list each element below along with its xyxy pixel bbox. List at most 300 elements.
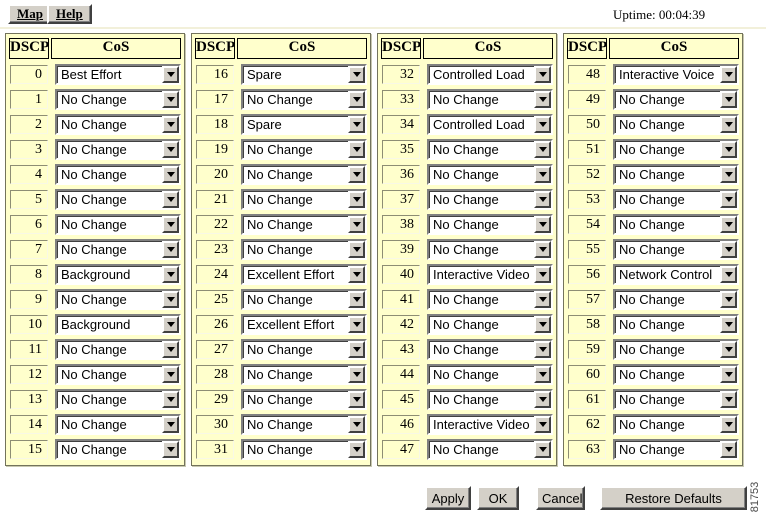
cos-select-value: Controlled Load: [433, 117, 525, 132]
chevron-down-icon: [539, 172, 547, 177]
dscp-value-cell: 54: [568, 215, 606, 234]
dscp-value-cell: 61: [568, 390, 606, 409]
cos-select[interactable]: [55, 89, 181, 110]
cos-select-value: No Change: [247, 217, 313, 232]
cos-select[interactable]: [241, 414, 367, 435]
cos-select-value: No Change: [61, 192, 127, 207]
cancel-button[interactable]: Cancel: [536, 486, 585, 510]
combo-arrow-button[interactable]: [720, 66, 737, 83]
table-row: [195, 62, 367, 87]
chevron-down-icon: [353, 122, 361, 127]
table-row: [195, 362, 367, 387]
table-row: [567, 412, 739, 437]
map-button[interactable]: Map: [8, 4, 52, 24]
combo-arrow-button[interactable]: [720, 341, 737, 358]
cos-select[interactable]: [613, 64, 739, 85]
cos-select[interactable]: [613, 89, 739, 110]
dscp-value-cell: 21: [196, 190, 234, 209]
cos-select[interactable]: [241, 139, 367, 160]
table-row: [195, 337, 367, 362]
cos-select[interactable]: [55, 189, 181, 210]
cos-select[interactable]: [55, 114, 181, 135]
chevron-down-icon: [725, 397, 733, 402]
combo-arrow-button[interactable]: [162, 291, 179, 308]
combo-arrow-button[interactable]: [534, 91, 551, 108]
dscp-value-cell: 38: [382, 215, 420, 234]
chevron-down-icon: [167, 397, 175, 402]
cos-select[interactable]: [241, 214, 367, 235]
cos-select-value: Best Effort: [61, 67, 122, 82]
combo-arrow-button[interactable]: [162, 266, 179, 283]
cos-select[interactable]: [241, 339, 367, 360]
combo-arrow-button[interactable]: [348, 66, 365, 83]
dscp-value-cell: 27: [196, 340, 234, 359]
cos-select-value: No Change: [247, 292, 313, 307]
cos-select[interactable]: [241, 114, 367, 135]
combo-arrow-button[interactable]: [162, 91, 179, 108]
cos-select[interactable]: [613, 364, 739, 385]
cos-select[interactable]: [241, 389, 367, 410]
cos-select[interactable]: [55, 289, 181, 310]
cos-select[interactable]: [427, 389, 553, 410]
combo-arrow-button[interactable]: [720, 216, 737, 233]
cos-select-value: No Change: [247, 92, 313, 107]
table-header-row: [9, 38, 181, 59]
table-row: [9, 162, 181, 187]
cos-select-value: No Change: [61, 167, 127, 182]
table-row: [381, 187, 553, 212]
dscp-value-cell: 50: [568, 115, 606, 134]
cos-select[interactable]: [427, 64, 553, 85]
cos-select[interactable]: [241, 189, 367, 210]
cos-select[interactable]: [613, 414, 739, 435]
combo-arrow-button[interactable]: [720, 366, 737, 383]
chevron-down-icon: [725, 272, 733, 277]
cos-select-value: No Change: [619, 367, 685, 382]
table-row: [567, 162, 739, 187]
combo-arrow-button[interactable]: [534, 366, 551, 383]
combo-arrow-button[interactable]: [162, 341, 179, 358]
combo-arrow-button[interactable]: [162, 366, 179, 383]
cos-select-value: No Change: [61, 242, 127, 257]
cos-select-value: No Change: [247, 142, 313, 157]
combo-arrow-button[interactable]: [162, 391, 179, 408]
combo-arrow-button[interactable]: [534, 191, 551, 208]
table-row: [381, 287, 553, 312]
cos-select[interactable]: [241, 239, 367, 260]
cos-select[interactable]: [613, 164, 739, 185]
figure-number: 81753: [749, 481, 761, 513]
chevron-down-icon: [353, 447, 361, 452]
cos-select-value: No Change: [61, 367, 127, 382]
cos-select-value: No Change: [619, 117, 685, 132]
cos-select[interactable]: [427, 189, 553, 210]
cos-select-value: No Change: [619, 192, 685, 207]
cos-column-header: CoS: [51, 38, 181, 59]
combo-arrow-button[interactable]: [720, 166, 737, 183]
cos-select[interactable]: [241, 64, 367, 85]
chevron-down-icon: [539, 322, 547, 327]
cos-select-value: Spare: [247, 117, 282, 132]
table-row: [9, 212, 181, 237]
combo-arrow-button[interactable]: [162, 416, 179, 433]
uptime-label: Uptime: 00:04:39: [613, 7, 706, 22]
cos-select-value: No Change: [61, 142, 127, 157]
cos-select[interactable]: [427, 364, 553, 385]
dscp-value-cell: 40: [382, 265, 420, 284]
combo-arrow-button[interactable]: [720, 441, 737, 458]
table-row: [381, 262, 553, 287]
chevron-down-icon: [167, 172, 175, 177]
chevron-down-icon: [725, 422, 733, 427]
dscp-value-cell: 25: [196, 290, 234, 309]
chevron-down-icon: [539, 372, 547, 377]
table-row: [195, 162, 367, 187]
table-row: [567, 112, 739, 137]
table-row: [9, 137, 181, 162]
combo-arrow-button[interactable]: [348, 216, 365, 233]
dscp-value-cell: 48: [568, 65, 606, 84]
cos-select[interactable]: [427, 164, 553, 185]
cos-column-header: CoS: [423, 38, 553, 59]
chevron-down-icon: [725, 447, 733, 452]
combo-arrow-button[interactable]: [534, 291, 551, 308]
chevron-down-icon: [353, 222, 361, 227]
chevron-down-icon: [539, 247, 547, 252]
dscp-value-cell: 35: [382, 140, 420, 159]
table-row: [195, 262, 367, 287]
apply-button[interactable]: Apply: [425, 486, 471, 510]
top-divider: [0, 27, 766, 29]
cos-select-value: No Change: [619, 167, 685, 182]
cos-select[interactable]: [55, 364, 181, 385]
table-row: [567, 237, 739, 262]
chevron-down-icon: [539, 72, 547, 77]
chevron-down-icon: [353, 347, 361, 352]
dscp-value-cell: 34: [382, 115, 420, 134]
cos-select[interactable]: [613, 289, 739, 310]
dscp-cos-table: [5, 33, 185, 466]
chevron-down-icon: [539, 97, 547, 102]
cos-select[interactable]: [613, 139, 739, 160]
dscp-value-cell: 42: [382, 315, 420, 334]
combo-arrow-button[interactable]: [348, 366, 365, 383]
cos-select[interactable]: [55, 339, 181, 360]
dscp-value-cell: 14: [10, 415, 48, 434]
chevron-down-icon: [725, 72, 733, 77]
combo-arrow-button[interactable]: [534, 316, 551, 333]
chevron-down-icon: [353, 297, 361, 302]
combo-arrow-button[interactable]: [534, 266, 551, 283]
restore-defaults-button[interactable]: Restore Defaults: [600, 486, 747, 510]
chevron-down-icon: [725, 247, 733, 252]
dscp-column-header: DSCP: [381, 38, 421, 59]
dscp-value-cell: 37: [382, 190, 420, 209]
dscp-value-cell: 4: [10, 165, 48, 184]
cos-select-value: No Change: [61, 117, 127, 132]
cos-select[interactable]: [241, 89, 367, 110]
combo-arrow-button[interactable]: [162, 316, 179, 333]
cos-select-value: No Change: [619, 242, 685, 257]
cos-select-value: Spare: [247, 67, 282, 82]
cos-select[interactable]: [241, 289, 367, 310]
combo-arrow-button[interactable]: [720, 391, 737, 408]
cos-select-value: Interactive Video: [433, 417, 530, 432]
chevron-down-icon: [725, 122, 733, 127]
cos-select[interactable]: [241, 314, 367, 335]
cos-select[interactable]: [55, 264, 181, 285]
combo-arrow-button[interactable]: [720, 291, 737, 308]
combo-arrow-button[interactable]: [348, 91, 365, 108]
cos-select[interactable]: [427, 414, 553, 435]
cos-select-value: No Change: [61, 417, 127, 432]
table-row: [567, 62, 739, 87]
chevron-down-icon: [167, 422, 175, 427]
table-row: [567, 387, 739, 412]
cos-select[interactable]: [55, 314, 181, 335]
cos-select[interactable]: [427, 89, 553, 110]
dscp-value-cell: 19: [196, 140, 234, 159]
cos-select-value: No Change: [619, 442, 685, 457]
combo-arrow-button[interactable]: [720, 191, 737, 208]
table-row: [381, 162, 553, 187]
cos-select[interactable]: [55, 389, 181, 410]
dscp-value-cell: 12: [10, 365, 48, 384]
cos-select-value: No Change: [247, 417, 313, 432]
dscp-value-cell: 20: [196, 165, 234, 184]
cos-select-value: No Change: [61, 217, 127, 232]
table-row: [567, 362, 739, 387]
cos-select-value: No Change: [619, 417, 685, 432]
dscp-value-cell: 62: [568, 415, 606, 434]
table-row: [567, 212, 739, 237]
cos-select-value: Background: [61, 317, 131, 332]
combo-arrow-button[interactable]: [348, 316, 365, 333]
cos-select[interactable]: [427, 439, 553, 460]
dscp-value-cell: 3: [10, 140, 48, 159]
chevron-down-icon: [539, 122, 547, 127]
combo-arrow-button[interactable]: [534, 166, 551, 183]
combo-arrow-button[interactable]: [348, 241, 365, 258]
table-row: [9, 262, 181, 287]
combo-arrow-button[interactable]: [534, 416, 551, 433]
chevron-down-icon: [725, 347, 733, 352]
cos-select[interactable]: [613, 439, 739, 460]
cos-select-value: No Change: [433, 242, 499, 257]
combo-arrow-button[interactable]: [162, 166, 179, 183]
dscp-value-cell: 2: [10, 115, 48, 134]
dscp-value-cell: 57: [568, 290, 606, 309]
chevron-down-icon: [167, 122, 175, 127]
table-row: [567, 337, 739, 362]
chevron-down-icon: [725, 97, 733, 102]
combo-arrow-button[interactable]: [348, 291, 365, 308]
cos-select-value: No Change: [433, 342, 499, 357]
cos-select[interactable]: [427, 114, 553, 135]
cos-select[interactable]: [55, 64, 181, 85]
cos-select[interactable]: [55, 239, 181, 260]
chevron-down-icon: [353, 247, 361, 252]
cos-select-value: Controlled Load: [433, 67, 525, 82]
dscp-value-cell: 15: [10, 440, 48, 459]
cos-select-value: No Change: [247, 392, 313, 407]
cos-select[interactable]: [427, 264, 553, 285]
combo-arrow-button[interactable]: [720, 316, 737, 333]
combo-arrow-button[interactable]: [162, 216, 179, 233]
dscp-value-cell: 56: [568, 265, 606, 284]
combo-arrow-button[interactable]: [348, 166, 365, 183]
combo-arrow-button[interactable]: [720, 141, 737, 158]
chevron-down-icon: [539, 272, 547, 277]
cos-select-value: No Change: [619, 217, 685, 232]
cos-select[interactable]: [613, 389, 739, 410]
combo-arrow-button[interactable]: [162, 241, 179, 258]
chevron-down-icon: [167, 97, 175, 102]
dscp-value-cell: 39: [382, 240, 420, 259]
table-row: [381, 137, 553, 162]
chevron-down-icon: [167, 372, 175, 377]
combo-arrow-button[interactable]: [162, 116, 179, 133]
combo-arrow-button[interactable]: [348, 266, 365, 283]
dscp-column-header: DSCP: [9, 38, 49, 59]
combo-arrow-button[interactable]: [348, 191, 365, 208]
chevron-down-icon: [353, 172, 361, 177]
combo-arrow-button[interactable]: [162, 66, 179, 83]
table-row: [381, 62, 553, 87]
cos-select-value: No Change: [619, 142, 685, 157]
dscp-value-cell: 31: [196, 440, 234, 459]
dscp-value-cell: 18: [196, 115, 234, 134]
cos-select[interactable]: [613, 239, 739, 260]
chevron-down-icon: [167, 147, 175, 152]
chevron-down-icon: [353, 372, 361, 377]
combo-arrow-button[interactable]: [720, 241, 737, 258]
dscp-value-cell: 7: [10, 240, 48, 259]
cos-select[interactable]: [241, 264, 367, 285]
dscp-value-cell: 8: [10, 265, 48, 284]
combo-arrow-button[interactable]: [348, 441, 365, 458]
cos-select-value: No Change: [247, 442, 313, 457]
combo-arrow-button[interactable]: [720, 266, 737, 283]
top-bar: [0, 0, 766, 27]
cos-select[interactable]: [613, 314, 739, 335]
cos-select-value: No Change: [61, 92, 127, 107]
combo-arrow-button[interactable]: [162, 441, 179, 458]
dscp-value-cell: 9: [10, 290, 48, 309]
dscp-value-cell: 53: [568, 190, 606, 209]
combo-arrow-button[interactable]: [720, 116, 737, 133]
table-row: [381, 387, 553, 412]
cos-select[interactable]: [427, 239, 553, 260]
cos-select[interactable]: [613, 114, 739, 135]
dscp-value-cell: 26: [196, 315, 234, 334]
chevron-down-icon: [539, 297, 547, 302]
table-row: [195, 137, 367, 162]
cos-select[interactable]: [55, 214, 181, 235]
table-row: [9, 412, 181, 437]
combo-arrow-button[interactable]: [534, 441, 551, 458]
cos-select-value: No Change: [61, 392, 127, 407]
table-row: [567, 287, 739, 312]
chevron-down-icon: [167, 72, 175, 77]
cos-select[interactable]: [613, 339, 739, 360]
combo-arrow-button[interactable]: [534, 391, 551, 408]
combo-arrow-button[interactable]: [720, 416, 737, 433]
cos-select[interactable]: [241, 364, 367, 385]
cos-select[interactable]: [427, 314, 553, 335]
dscp-column-header: DSCP: [567, 38, 607, 59]
dscp-value-cell: 36: [382, 165, 420, 184]
cos-select[interactable]: [241, 439, 367, 460]
cos-select[interactable]: [613, 264, 739, 285]
dscp-value-cell: 59: [568, 340, 606, 359]
combo-arrow-button[interactable]: [348, 141, 365, 158]
combo-arrow-button[interactable]: [348, 391, 365, 408]
combo-arrow-button[interactable]: [162, 141, 179, 158]
chevron-down-icon: [725, 297, 733, 302]
dscp-cos-table: [377, 33, 557, 466]
cos-select[interactable]: [55, 164, 181, 185]
table-row: [195, 87, 367, 112]
cos-select-value: No Change: [247, 367, 313, 382]
combo-arrow-button[interactable]: [720, 91, 737, 108]
combo-arrow-button[interactable]: [162, 191, 179, 208]
help-button[interactable]: Help: [47, 4, 92, 24]
chevron-down-icon: [725, 147, 733, 152]
cos-select[interactable]: [55, 439, 181, 460]
ok-button[interactable]: OK: [477, 486, 519, 510]
table-header-row: [195, 38, 367, 59]
cos-select[interactable]: [613, 189, 739, 210]
cos-select[interactable]: [55, 414, 181, 435]
cos-select[interactable]: [427, 139, 553, 160]
chevron-down-icon: [353, 322, 361, 327]
combo-arrow-button[interactable]: [534, 341, 551, 358]
chevron-down-icon: [353, 397, 361, 402]
chevron-down-icon: [539, 447, 547, 452]
combo-arrow-button[interactable]: [534, 66, 551, 83]
cos-select-value: No Change: [247, 192, 313, 207]
combo-arrow-button[interactable]: [348, 341, 365, 358]
cos-select[interactable]: [427, 339, 553, 360]
cos-select[interactable]: [613, 214, 739, 235]
combo-arrow-button[interactable]: [348, 116, 365, 133]
cos-select-value: No Change: [433, 167, 499, 182]
cos-select-value: No Change: [433, 142, 499, 157]
table-row: [195, 287, 367, 312]
cos-column-header: CoS: [237, 38, 367, 59]
table-row: [567, 187, 739, 212]
cos-select-value: No Change: [433, 392, 499, 407]
table-row: [195, 312, 367, 337]
cos-select[interactable]: [427, 214, 553, 235]
chevron-down-icon: [539, 197, 547, 202]
combo-arrow-button[interactable]: [534, 241, 551, 258]
dscp-value-cell: 63: [568, 440, 606, 459]
dscp-value-cell: 13: [10, 390, 48, 409]
combo-arrow-button[interactable]: [534, 216, 551, 233]
dscp-value-cell: 23: [196, 240, 234, 259]
cos-select-value: Excellent Effort: [247, 267, 335, 282]
combo-arrow-button[interactable]: [534, 141, 551, 158]
dscp-value-cell: 52: [568, 165, 606, 184]
combo-arrow-button[interactable]: [534, 116, 551, 133]
cos-select[interactable]: [427, 289, 553, 310]
dscp-cos-table: [191, 33, 371, 466]
combo-arrow-button[interactable]: [348, 416, 365, 433]
cos-select[interactable]: [241, 164, 367, 185]
cos-select[interactable]: [55, 139, 181, 160]
